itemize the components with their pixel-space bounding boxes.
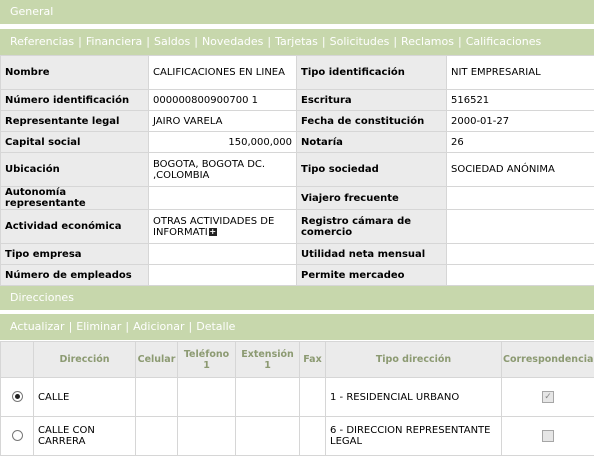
- info-row: [1, 244, 594, 265]
- permite-mercadeo-value: [447, 265, 594, 286]
- tab-separator: |: [194, 35, 198, 48]
- tab-solicitudes[interactable]: Solicitudes: [330, 35, 390, 48]
- info-row: [1, 56, 594, 90]
- direcciones-section-header: Direcciones: [0, 286, 594, 310]
- direcciones-action-bar: [0, 314, 594, 340]
- registro-camara-value: [447, 210, 594, 244]
- info-row: [1, 187, 594, 210]
- autonomia-representante-value: [149, 187, 297, 210]
- viajero-frecuente-value: [447, 187, 594, 210]
- row-radio[interactable]: [12, 430, 23, 441]
- info-row: [1, 153, 594, 187]
- column-header-tipo-direccion: Tipo dirección: [326, 342, 502, 378]
- direccion-cell: CALLE CON CARRERA: [34, 417, 136, 456]
- tipo-empresa-value: [149, 244, 297, 265]
- tab-novedades[interactable]: Novedades: [202, 35, 263, 48]
- info-row: [1, 111, 594, 132]
- tab-separator: |: [267, 35, 271, 48]
- numero-empleados-label: Número de empleados: [1, 265, 149, 286]
- correspondencia-checkbox-checked: ✓: [542, 391, 554, 403]
- correspondencia-cell: [502, 417, 594, 456]
- tab-tarjetas[interactable]: Tarjetas: [275, 35, 318, 48]
- actividad-economica-label: Actividad económica: [1, 210, 149, 244]
- correspondencia-checkbox: [542, 430, 554, 442]
- permite-mercadeo-label: Permite mercadeo: [297, 265, 447, 286]
- info-row: [1, 90, 594, 111]
- general-info-table: [0, 55, 594, 286]
- escritura-label: Escritura: [297, 90, 447, 111]
- utilidad-neta-value: [447, 244, 594, 265]
- autonomia-representante-label: Autonomía representante: [1, 187, 149, 210]
- column-header-telefono: Teléfono 1: [178, 342, 236, 378]
- adicionar-link[interactable]: Adicionar: [133, 320, 184, 333]
- extension-cell: [236, 378, 300, 417]
- escritura-value: 516521: [447, 90, 594, 111]
- tab-separator: |: [322, 35, 326, 48]
- table-row: [1, 417, 594, 456]
- tab-financiera[interactable]: Financiera: [86, 35, 142, 48]
- tipo-identificacion-value: NIT EMPRESARIAL: [447, 56, 594, 90]
- tipo-empresa-label: Tipo empresa: [1, 244, 149, 265]
- actividad-economica-value: OTRAS ACTIVIDADES DE INFORMATI: [153, 216, 274, 238]
- ubicacion-label: Ubicación: [1, 153, 149, 187]
- row-select-cell: [1, 417, 34, 456]
- eliminar-link[interactable]: Eliminar: [76, 320, 121, 333]
- direcciones-table: [0, 341, 594, 456]
- tab-reclamos[interactable]: Reclamos: [401, 35, 454, 48]
- row-select-cell: [1, 378, 34, 417]
- tipo-direccion-cell: 6 - DIRECCION REPRESENTANTE LEGAL: [326, 417, 502, 456]
- viajero-frecuente-label: Viajero frecuente: [297, 187, 447, 210]
- fecha-constitucion-value: 2000-01-27: [447, 111, 594, 132]
- info-row: [1, 265, 594, 286]
- nombre-value: CALIFICACIONES EN LINEA: [149, 56, 297, 90]
- action-separator: |: [69, 320, 73, 333]
- general-tab-bar: [0, 29, 594, 55]
- tab-separator: |: [146, 35, 150, 48]
- representante-legal-value: JAIRO VARELA: [149, 111, 297, 132]
- column-header-extension: Extensión 1: [236, 342, 300, 378]
- celular-cell: [136, 417, 178, 456]
- action-separator: |: [189, 320, 193, 333]
- info-row: [1, 210, 594, 244]
- capital-social-label: Capital social: [1, 132, 149, 153]
- actualizar-link[interactable]: Actualizar: [10, 320, 65, 333]
- telefono-cell: [178, 378, 236, 417]
- column-header-celular: Celular: [136, 342, 178, 378]
- column-header-correspondencia: Correspondencia: [502, 342, 594, 378]
- numero-empleados-value: [149, 265, 297, 286]
- representante-legal-label: Representante legal: [1, 111, 149, 132]
- table-header-row: [1, 342, 594, 378]
- registro-camara-label: Registro cámara de comercio: [297, 210, 447, 244]
- celular-cell: [136, 378, 178, 417]
- tab-calificaciones[interactable]: Calificaciones: [466, 35, 542, 48]
- ubicacion-value: BOGOTA, BOGOTA DC. ,COLOMBIA: [149, 153, 297, 187]
- tipo-sociedad-value: SOCIEDAD ANÓNIMA: [447, 153, 594, 187]
- numero-identificacion-label: Número identificación: [1, 90, 149, 111]
- tab-separator: |: [78, 35, 82, 48]
- notaria-value: 26: [447, 132, 594, 153]
- table-row: [1, 378, 594, 417]
- notaria-label: Notaría: [297, 132, 447, 153]
- select-column-header: [1, 342, 34, 378]
- fax-cell: [300, 378, 326, 417]
- tab-separator: |: [393, 35, 397, 48]
- tipo-identificacion-label: Tipo identificación: [297, 56, 447, 90]
- utilidad-neta-label: Utilidad neta mensual: [297, 244, 447, 265]
- general-section-header: General: [0, 0, 594, 24]
- telefono-cell: [178, 417, 236, 456]
- extension-cell: [236, 417, 300, 456]
- tab-saldos[interactable]: Saldos: [154, 35, 190, 48]
- direccion-cell: CALLE: [34, 378, 136, 417]
- column-header-direccion: Dirección: [34, 342, 136, 378]
- tipo-direccion-cell: 1 - RESIDENCIAL URBANO: [326, 378, 502, 417]
- capital-social-value: 150,000,000: [149, 132, 297, 153]
- tab-referencias[interactable]: Referencias: [10, 35, 74, 48]
- action-separator: |: [125, 320, 129, 333]
- fecha-constitucion-label: Fecha de constitución: [297, 111, 447, 132]
- expand-plus-icon[interactable]: +: [209, 228, 217, 236]
- correspondencia-cell: [502, 378, 594, 417]
- info-row: [1, 132, 594, 153]
- actividad-economica-cell: [149, 210, 297, 244]
- detalle-link[interactable]: Detalle: [196, 320, 235, 333]
- tab-separator: |: [458, 35, 462, 48]
- row-radio-selected[interactable]: [12, 391, 23, 402]
- tipo-sociedad-label: Tipo sociedad: [297, 153, 447, 187]
- nombre-label: Nombre: [1, 56, 149, 90]
- numero-identificacion-value: 000000800900700 1: [149, 90, 297, 111]
- column-header-fax: Fax: [300, 342, 326, 378]
- fax-cell: [300, 417, 326, 456]
